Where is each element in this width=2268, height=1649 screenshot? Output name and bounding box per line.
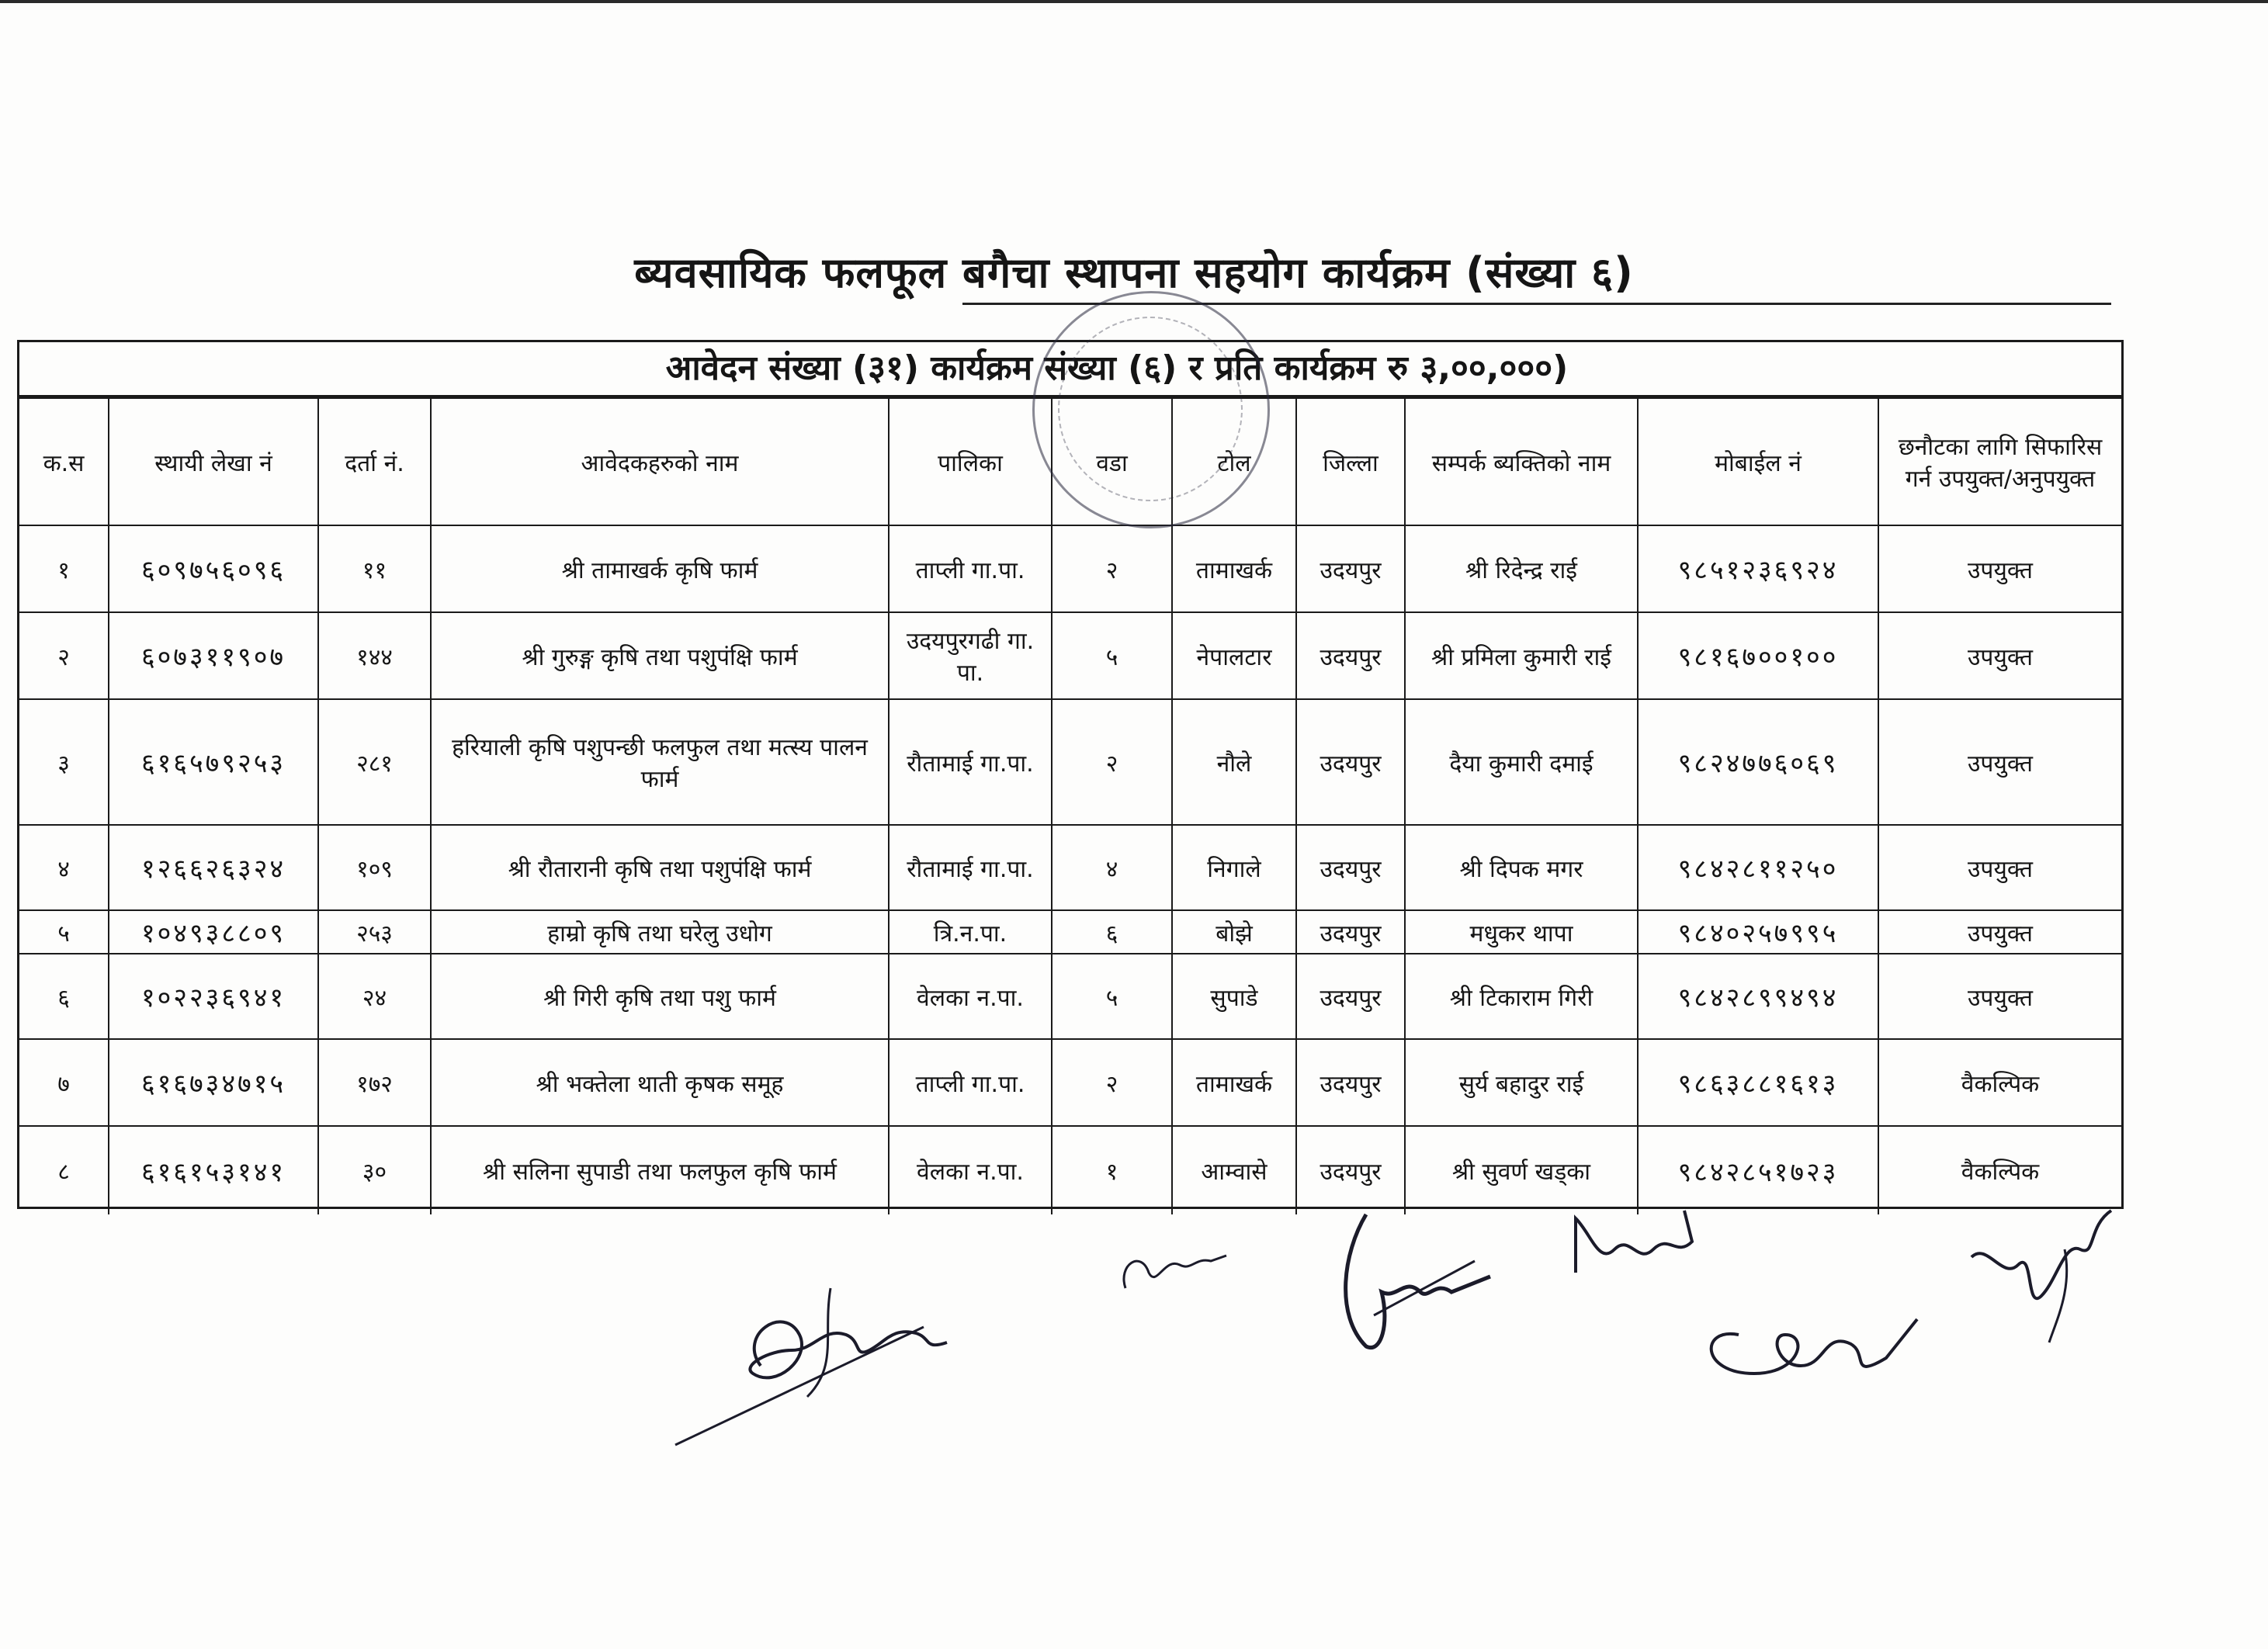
cell-name: श्री सलिना सुपाडी तथा फलफुल कृषि फार्म bbox=[431, 1126, 889, 1214]
cell-ward: २ bbox=[1052, 525, 1172, 612]
cell-ward: ४ bbox=[1052, 825, 1172, 910]
cell-contact: श्री सुवर्ण खड्का bbox=[1405, 1126, 1638, 1214]
header-mobile: मोबाईल नं bbox=[1638, 398, 1878, 525]
cell-sn: ४ bbox=[19, 825, 109, 910]
cell-ward: ६ bbox=[1052, 910, 1172, 954]
signature-5 bbox=[1692, 1273, 1925, 1405]
cell-recommend: उपयुक्त bbox=[1878, 910, 2121, 954]
cell-ward: ५ bbox=[1052, 954, 1172, 1039]
cell-tole: आम्वासे bbox=[1172, 1126, 1296, 1214]
cell-sn: २ bbox=[19, 612, 109, 699]
cell-district: उदयपुर bbox=[1296, 612, 1405, 699]
cell-name: श्री भक्तेला थाती कृषक समूह bbox=[431, 1039, 889, 1126]
cell-name: हाम्रो कृषि तथा घरेलु उधोग bbox=[431, 910, 889, 954]
cell-tole: निगाले bbox=[1172, 825, 1296, 910]
header-tole: टोल bbox=[1172, 398, 1296, 525]
header-district: जिल्ला bbox=[1296, 398, 1405, 525]
cell-sn: ६ bbox=[19, 954, 109, 1039]
table-row bbox=[19, 525, 2121, 612]
cell-mobile: ९८२४७७६०६९ bbox=[1638, 699, 1878, 825]
header-contact: सम्पर्क ब्यक्तिको नाम bbox=[1405, 398, 1638, 525]
cell-tole: बोझे bbox=[1172, 910, 1296, 954]
cell-account: १०४९३८८०९ bbox=[109, 910, 318, 954]
cell-contact: श्री प्रमिला कुमारी राई bbox=[1405, 612, 1638, 699]
cell-tole: तामाखर्क bbox=[1172, 525, 1296, 612]
cell-mobile: ९८५१२३६९२४ bbox=[1638, 525, 1878, 612]
cell-account: ६१६५७९२५३ bbox=[109, 699, 318, 825]
signature-2 bbox=[1110, 1234, 1234, 1311]
cell-reg: ११ bbox=[318, 525, 431, 612]
document-title: ब्यवसायिक फलफूल बगैचा स्थापना सहयोग कार्यक्रम (संख्या ६) bbox=[634, 248, 1634, 297]
cell-name: हरियाली कृषि पशुपन्छी फलफुल तथा मत्स्य पालन फार्म bbox=[431, 699, 889, 825]
cell-account: ६०७३११९०७ bbox=[109, 612, 318, 699]
cell-ward: २ bbox=[1052, 699, 1172, 825]
cell-reg: १७२ bbox=[318, 1039, 431, 1126]
cell-district: उदयपुर bbox=[1296, 525, 1405, 612]
cell-name: श्री तामाखर्क कृषि फार्म bbox=[431, 525, 889, 612]
cell-name: श्री गुरुङ्ग कृषि तथा पशुपंक्षि फार्म bbox=[431, 612, 889, 699]
table-row bbox=[19, 954, 2121, 1039]
cell-recommend: उपयुक्त bbox=[1878, 612, 2121, 699]
cell-palika: रौतामाई गा.पा. bbox=[889, 825, 1052, 910]
cell-palika: वेलका न.पा. bbox=[889, 954, 1052, 1039]
top-border-line bbox=[0, 0, 2268, 3]
header-ward: वडा bbox=[1052, 398, 1172, 525]
cell-reg: २५३ bbox=[318, 910, 431, 954]
cell-sn: ७ bbox=[19, 1039, 109, 1126]
header-recommend: छनौटका लागि सिफारिस गर्न उपयुक्त/अनुपयुक्त bbox=[1878, 398, 2121, 525]
cell-name: श्री गिरी कृषि तथा पशु फार्म bbox=[431, 954, 889, 1039]
cell-palika: ताप्ली गा.पा. bbox=[889, 525, 1052, 612]
cell-mobile: ९८४०२५७९९५ bbox=[1638, 910, 1878, 954]
table-row bbox=[19, 612, 2121, 699]
table-row bbox=[19, 699, 2121, 825]
applicants-table-frame bbox=[17, 340, 2124, 1209]
cell-palika: रौतामाई गा.पा. bbox=[889, 699, 1052, 825]
cell-reg: १०९ bbox=[318, 825, 431, 910]
cell-palika: त्रि.न.पा. bbox=[889, 910, 1052, 954]
cell-recommend: उपयुक्त bbox=[1878, 825, 2121, 910]
cell-recommend: उपयुक्त bbox=[1878, 954, 2121, 1039]
cell-ward: २ bbox=[1052, 1039, 1172, 1126]
cell-ward: १ bbox=[1052, 1126, 1172, 1214]
cell-sn: १ bbox=[19, 525, 109, 612]
cell-contact: मधुकर थापा bbox=[1405, 910, 1638, 954]
cell-sn: ३ bbox=[19, 699, 109, 825]
table-header-row bbox=[19, 398, 2121, 525]
cell-contact: श्री दिपक मगर bbox=[1405, 825, 1638, 910]
cell-sn: ५ bbox=[19, 910, 109, 954]
cell-district: उदयपुर bbox=[1296, 1039, 1405, 1126]
signature-6 bbox=[1956, 1195, 2127, 1350]
cell-district: उदयपुर bbox=[1296, 825, 1405, 910]
table-subtitle: आवेदन संख्या (३१) कार्यक्रम संख्या (६) र प्रति कार्यक्रम रु ३,००,०००) bbox=[19, 342, 2121, 397]
header-reg: दर्ता नं. bbox=[318, 398, 431, 525]
table-row bbox=[19, 1126, 2121, 1214]
cell-mobile: ९८४२८९९४९४ bbox=[1638, 954, 1878, 1039]
cell-name: श्री रौतारानी कृषि तथा पशुपंक्षि फार्म bbox=[431, 825, 889, 910]
table-row bbox=[19, 1039, 2121, 1126]
applicants-table bbox=[19, 397, 2121, 1214]
cell-contact: श्री टिकाराम गिरी bbox=[1405, 954, 1638, 1039]
table-body bbox=[19, 525, 2121, 1214]
cell-tole: नेपालटार bbox=[1172, 612, 1296, 699]
cell-mobile: ९८४२८५१७२३ bbox=[1638, 1126, 1878, 1214]
cell-contact: श्री रिदेन्द्र राई bbox=[1405, 525, 1638, 612]
header-palika: पालिका bbox=[889, 398, 1052, 525]
cell-account: १०२२३६९४१ bbox=[109, 954, 318, 1039]
title-underline bbox=[962, 303, 2111, 305]
table-row bbox=[19, 910, 2121, 954]
cell-account: ६१६७३४७१५ bbox=[109, 1039, 318, 1126]
cell-tole: सुपाडे bbox=[1172, 954, 1296, 1039]
cell-tole: नौले bbox=[1172, 699, 1296, 825]
cell-sn: ८ bbox=[19, 1126, 109, 1214]
signature-1 bbox=[668, 1242, 1009, 1459]
header-sn: क.स bbox=[19, 398, 109, 525]
cell-reg: १४४ bbox=[318, 612, 431, 699]
cell-palika: वेलका न.पा. bbox=[889, 1126, 1052, 1214]
cell-palika: ताप्ली गा.पा. bbox=[889, 1039, 1052, 1126]
cell-ward: ५ bbox=[1052, 612, 1172, 699]
cell-mobile: ९८४२८११२५० bbox=[1638, 825, 1878, 910]
cell-recommend: उपयुक्त bbox=[1878, 525, 2121, 612]
cell-reg: २४ bbox=[318, 954, 431, 1039]
cell-reg: ३० bbox=[318, 1126, 431, 1214]
cell-account: १२६६२६३२४ bbox=[109, 825, 318, 910]
header-name: आवेदकहरुको नाम bbox=[431, 398, 889, 525]
cell-recommend: वैकल्पिक bbox=[1878, 1039, 2121, 1126]
cell-recommend: वैकल्पिक bbox=[1878, 1126, 2121, 1214]
cell-palika: उदयपुरगढी गा. पा. bbox=[889, 612, 1052, 699]
cell-district: उदयपुर bbox=[1296, 910, 1405, 954]
cell-recommend: उपयुक्त bbox=[1878, 699, 2121, 825]
table-row bbox=[19, 825, 2121, 910]
cell-contact: दैया कुमारी दमाई bbox=[1405, 699, 1638, 825]
cell-reg: २८१ bbox=[318, 699, 431, 825]
cell-mobile: ९८६३८८१६१३ bbox=[1638, 1039, 1878, 1126]
cell-contact: सुर्य बहादुर राई bbox=[1405, 1039, 1638, 1126]
cell-account: ६१६१५३१४१ bbox=[109, 1126, 318, 1214]
signature-3 bbox=[1320, 1207, 1506, 1362]
cell-district: उदयपुर bbox=[1296, 954, 1405, 1039]
cell-district: उदयपुर bbox=[1296, 699, 1405, 825]
cell-district: उदयपुर bbox=[1296, 1126, 1405, 1214]
cell-mobile: ९८१६७००१०० bbox=[1638, 612, 1878, 699]
header-account: स्थायी लेखा नं bbox=[109, 398, 318, 525]
cell-account: ६०९७५६०९६ bbox=[109, 525, 318, 612]
cell-tole: तामाखर्क bbox=[1172, 1039, 1296, 1126]
